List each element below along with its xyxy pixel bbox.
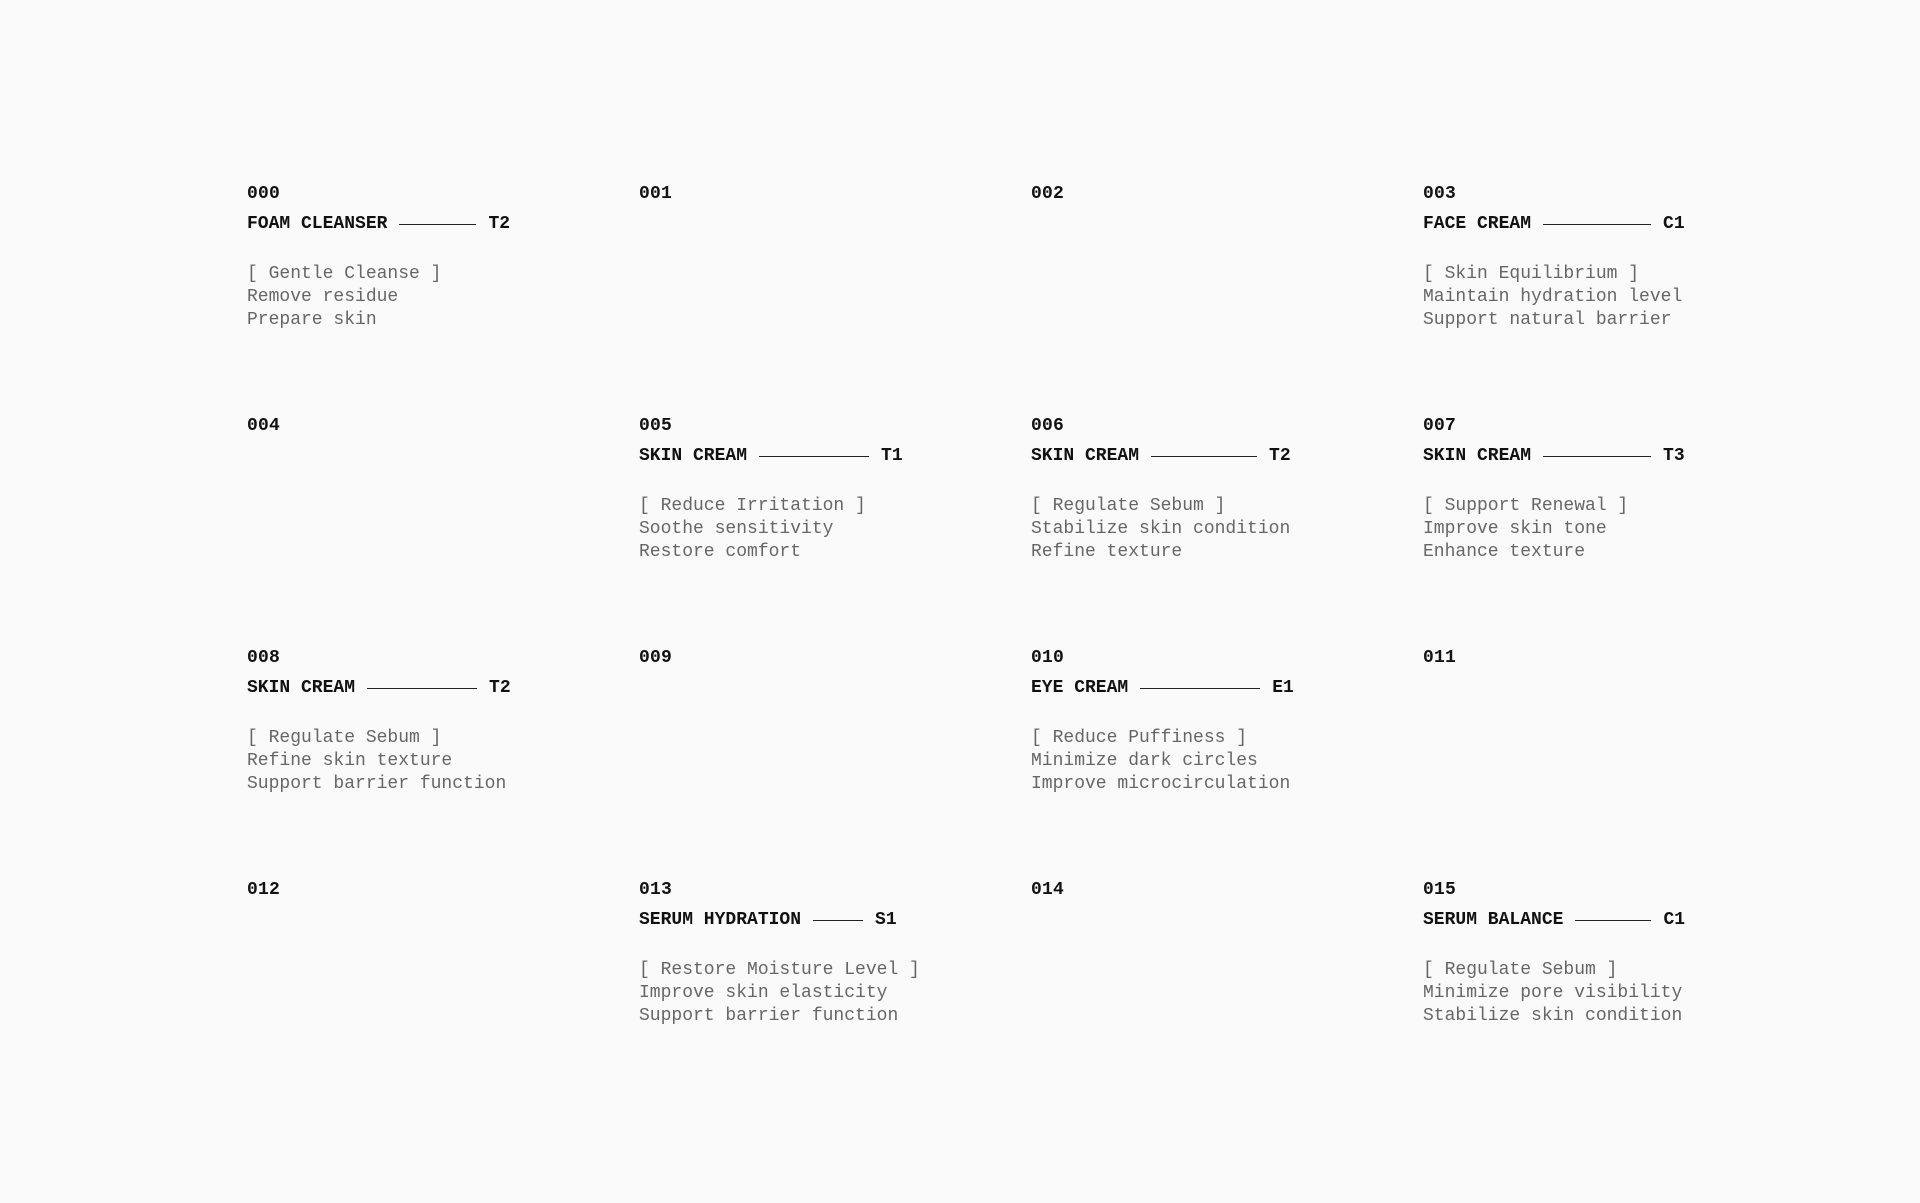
title-row bbox=[1423, 444, 1815, 468]
benefit-tag: [ Regulate Sebum ] bbox=[1423, 960, 1618, 980]
benefit-tag: [ Skin Equilibrium ] bbox=[1423, 264, 1640, 284]
item-number: 004 bbox=[247, 416, 281, 436]
benefit-line: Enhance texture bbox=[1423, 542, 1586, 562]
product-code: C1 bbox=[1663, 910, 1686, 930]
benefit-tag: [ Gentle Cleanse ] bbox=[247, 264, 442, 284]
product-name: FOAM CLEANSER bbox=[247, 214, 388, 234]
product-card[interactable] bbox=[1031, 646, 1423, 878]
title-row bbox=[1423, 212, 1815, 236]
product-card-empty bbox=[1031, 878, 1423, 1110]
item-number: 007 bbox=[1423, 416, 1457, 436]
benefit-line: Improve skin elasticity bbox=[639, 983, 888, 1003]
product-card-empty bbox=[639, 646, 1031, 878]
product-code: T2 bbox=[1269, 446, 1291, 466]
title-row bbox=[1031, 676, 1423, 700]
product-card[interactable] bbox=[639, 878, 1031, 1110]
benefit-line: Stabilize skin condition bbox=[1423, 1006, 1683, 1026]
product-name: SKIN CREAM bbox=[639, 446, 748, 466]
title-row bbox=[1031, 444, 1423, 468]
benefit-tag: [ Reduce Irritation ] bbox=[639, 496, 866, 516]
product-card-empty bbox=[639, 182, 1031, 414]
product-card-empty bbox=[247, 878, 639, 1110]
benefit-line: Maintain hydration level bbox=[1423, 287, 1683, 307]
benefit-tag: [ Reduce Puffiness ] bbox=[1031, 728, 1248, 748]
product-name: SERUM BALANCE bbox=[1423, 910, 1564, 930]
product-card-empty bbox=[247, 414, 639, 646]
title-row bbox=[639, 444, 1031, 468]
connector-line bbox=[367, 688, 477, 689]
item-number: 001 bbox=[639, 184, 673, 204]
title-row bbox=[639, 908, 1031, 932]
product-code: T2 bbox=[489, 678, 511, 698]
product-card[interactable] bbox=[1423, 182, 1815, 414]
benefit-line: Remove residue bbox=[247, 287, 399, 307]
benefit-line: Refine skin texture bbox=[247, 751, 453, 771]
connector-line bbox=[1543, 456, 1651, 457]
item-number: 011 bbox=[1423, 648, 1457, 668]
item-number: 014 bbox=[1031, 880, 1065, 900]
item-number: 000 bbox=[247, 184, 281, 204]
item-number: 002 bbox=[1031, 184, 1065, 204]
benefit-line: Support natural barrier bbox=[1423, 310, 1672, 330]
item-number: 005 bbox=[639, 416, 673, 436]
title-row bbox=[247, 212, 639, 236]
product-card[interactable] bbox=[1423, 414, 1815, 646]
connector-line bbox=[759, 456, 869, 457]
benefit-tag: [ Regulate Sebum ] bbox=[247, 728, 442, 748]
connector-line bbox=[1543, 224, 1651, 225]
connector-line bbox=[1140, 688, 1260, 689]
product-grid bbox=[247, 182, 1815, 1110]
connector-line bbox=[813, 920, 863, 921]
connector-line bbox=[399, 224, 476, 225]
product-name: SKIN CREAM bbox=[1423, 446, 1532, 466]
product-name: FACE CREAM bbox=[1423, 214, 1532, 234]
item-number: 003 bbox=[1423, 184, 1457, 204]
item-number: 009 bbox=[639, 648, 673, 668]
product-card-empty bbox=[1423, 646, 1815, 878]
product-card-empty bbox=[1031, 182, 1423, 414]
connector-line bbox=[1575, 920, 1651, 921]
title-row bbox=[247, 676, 639, 700]
benefit-line: Stabilize skin condition bbox=[1031, 519, 1291, 539]
product-card[interactable] bbox=[247, 646, 639, 878]
benefit-line: Support barrier function bbox=[247, 774, 507, 794]
product-code: S1 bbox=[875, 910, 897, 930]
product-name: EYE CREAM bbox=[1031, 678, 1129, 698]
product-code: T2 bbox=[488, 214, 511, 234]
item-number: 015 bbox=[1423, 880, 1457, 900]
title-row bbox=[1423, 908, 1815, 932]
benefit-tag: [ Restore Moisture Level ] bbox=[639, 960, 920, 980]
benefit-line: Minimize dark circles bbox=[1031, 751, 1258, 771]
product-card[interactable] bbox=[1423, 878, 1815, 1110]
product-code: E1 bbox=[1272, 678, 1294, 698]
benefit-line: Restore comfort bbox=[639, 542, 802, 562]
benefit-tag: [ Regulate Sebum ] bbox=[1031, 496, 1226, 516]
benefit-line: Support barrier function bbox=[639, 1006, 899, 1026]
benefit-tag: [ Support Renewal ] bbox=[1423, 496, 1629, 516]
product-code: T1 bbox=[881, 446, 903, 466]
item-number: 008 bbox=[247, 648, 281, 668]
item-number: 012 bbox=[247, 880, 281, 900]
benefit-line: Soothe sensitivity bbox=[639, 519, 834, 539]
product-card[interactable] bbox=[1031, 414, 1423, 646]
product-card[interactable] bbox=[247, 182, 639, 414]
item-number: 013 bbox=[639, 880, 673, 900]
product-code: C1 bbox=[1663, 214, 1685, 234]
product-name: SKIN CREAM bbox=[1031, 446, 1140, 466]
item-number: 010 bbox=[1031, 648, 1065, 668]
benefit-line: Refine texture bbox=[1031, 542, 1183, 562]
benefit-line: Prepare skin bbox=[247, 310, 377, 330]
product-code: T3 bbox=[1663, 446, 1685, 466]
benefit-line: Improve microcirculation bbox=[1031, 774, 1291, 794]
product-name: SKIN CREAM bbox=[247, 678, 356, 698]
item-number: 006 bbox=[1031, 416, 1065, 436]
product-card[interactable] bbox=[639, 414, 1031, 646]
benefit-line: Minimize pore visibility bbox=[1423, 983, 1683, 1003]
benefit-line: Improve skin tone bbox=[1423, 519, 1607, 539]
product-name: SERUM HYDRATION bbox=[639, 910, 802, 930]
connector-line bbox=[1151, 456, 1257, 457]
